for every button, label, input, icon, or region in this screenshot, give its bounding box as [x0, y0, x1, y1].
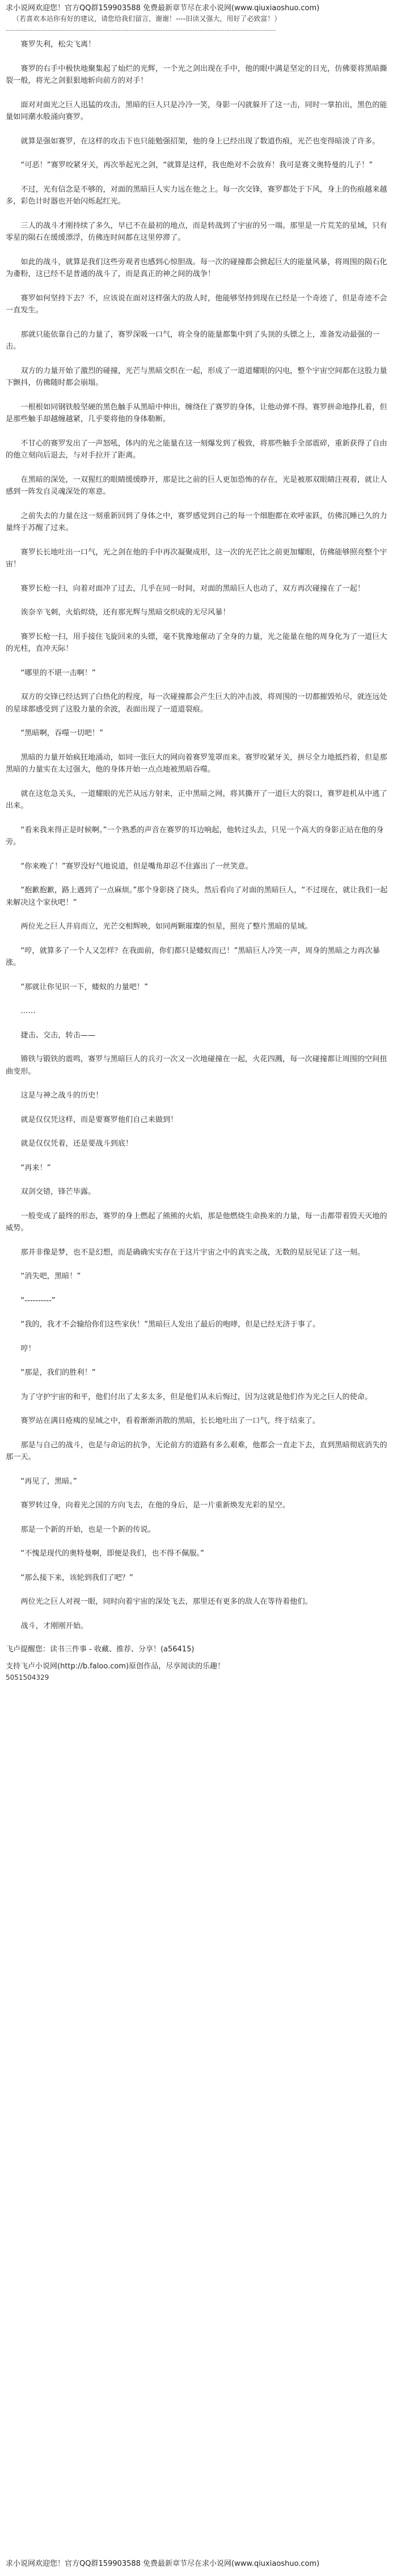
paragraph: “不愧是现代的奥特曼啊，即便是我们，也不得不佩服。” — [20, 1549, 204, 1558]
paragraph: 这是与神之战斗的历史！ — [20, 1091, 103, 1100]
paragraph: 三人的战斗才刚持续了多久，早已不在最初的地点，而是转战到了宇宙的另一端。那里是一片荒芜的星域，只有零星的陨石在缓缓漂浮，仿佛连时间都在这里停滞了。 — [6, 221, 387, 242]
reading-tip: 飞卢提醒您：读书三件事 - 收藏、推荐、分享！(a56415) — [6, 1645, 195, 1654]
paragraph: 两位光之巨人对视一眼，同时向着宇宙的深处飞去，那里还有更多的敌人在等待着他们。 — [20, 1598, 312, 1606]
paragraph: 赛罗失利，松尖飞离！ — [20, 40, 96, 49]
paragraph: 就是仅仅凭着，还是要战斗到底！ — [20, 1139, 133, 1148]
paragraph: 在黑暗的深处，一双猩红的眼睛缓缓睁开，那是比之前的巨人更加恐怖的存在，光是被那双眼睛注视着，就让人感到一阵发自灵魂深处的寒意。 — [6, 475, 387, 496]
paragraph: 一般变成了最终的形态，赛罗的身上燃起了熊熊的火焰，那是他燃烧生命换来的力量，每一击都带着毁天灭地的威势。 — [6, 1211, 387, 1232]
paragraph: 锵铁与锻铁的震鸣，赛罗与黑暗巨人的兵刃一次又一次地碰撞在一起，火花四溅，每一次碰撞都让周围的空间扭曲变形。 — [6, 1055, 387, 1076]
paragraph: 面对对面光之巨人迅猛的攻击，黑暗的巨人只是冷冷一笑，身影一闪就躲开了这一击，同时一掌拍出，黑色的能量如同潮水般涌向赛罗。 — [6, 100, 387, 121]
paragraph: “黑暗啊，吞噬一切吧！” — [20, 729, 103, 738]
paragraph: “抱歉抱歉，路上遇到了一点麻烦。”那个身影挠了挠头，然后看向了对面的黑暗巨人，“不过现在，就让我们一起来解决这个家伙吧！” — [6, 886, 388, 907]
paragraph: “可恶！”赛罗咬紧牙关，再次举起光之剑，“就算是这样，我也绝对不会放弃！我可是赛文奥特曼的儿子！” — [20, 161, 373, 170]
paragraph: 如此的战斗，就算是我们这些旁观者也感到心惊胆战。每一次的碰撞都会掀起巨大的能量风暴，将周围的陨石化为齑粉，这已经不是普通的战斗了，而是真正的神之间的战争！ — [6, 257, 387, 278]
paragraph: 那并非像是梦，也不是幻想，而是确确实实存在于这片宇宙之中的真实之战，无数的星辰见证了这一刻。 — [20, 1248, 365, 1257]
paragraph: “那就让你见识一下，蝼蚁的力量吧！” — [20, 982, 149, 992]
paragraph: “再来！” — [20, 1163, 51, 1172]
paragraph: “你来晚了！”赛罗没好气地说道，但是嘴角却忍不住露出了一丝笑意。 — [20, 862, 253, 871]
bottom-site-banner: 求小说网欢迎您！官方QQ群159903588 免费最新章节尽在求小说网(www.qiuxiaoshuo.com) — [6, 2560, 320, 2568]
paragraph: 一根根如同钢铁般坚硬的黑色触手从黑暗中伸出，缠绕住了赛罗的身体，让他动弹不得。赛罗拼命地挣扎着，但是那些触手却越缠越紧，几乎要将他的身体勒断。 — [6, 402, 387, 423]
paragraph: “哼，就算多了一个人又怎样？在我面前，你们都只是蝼蚁而已！”黑暗巨人冷笑一声，周身的黑暗之力再次暴涨。 — [6, 946, 380, 967]
paragraph: 不过，光有信念是不够的，对面的黑暗巨人实力远在他之上。每一次交锋，赛罗都处于下风，身上的伤痕越来越多，彩色计时器也开始闪烁起红光。 — [6, 185, 387, 206]
paragraph: “消失吧，黑暗！” — [20, 1272, 81, 1281]
paragraph: “再见了，黑暗。” — [20, 1477, 77, 1486]
paragraph: 两位光之巨人并肩而立，光芒交相辉映，如同两颗璀璨的恒星，照亮了整片黑暗的星域。 — [20, 922, 312, 931]
paragraph: 赛罗的右手中极快地聚集起了灿烂的光辉，一个光之剑出现在手中，他的眼中满是坚定的目光，仿佛要将黑暗撕裂一般，将光之剑狠狠地斩向前方的对手！ — [6, 64, 387, 85]
paragraph: 黑暗的力量开始疯狂地涌动，如同一张巨大的网向着赛罗笼罩而来。赛罗咬紧牙关，拼尽全力地抵挡着，但是那黑暗的力量实在太过强大，他的身体开始一点点地被黑暗吞噬。 — [6, 753, 387, 774]
paragraph: 双方的交锋已经达到了白热化的程度，每一次碰撞都会产生巨大的冲击波，将周围的一切都摧毁殆尽，就连远处的星球都感受到了这股力量的余波，表面出现了一道道裂痕。 — [6, 693, 387, 714]
paragraph: 赛罗长长地吐出一口气，光之剑在他的手中再次凝聚成形，这一次的光芒比之前更加耀眼，仿佛能够照亮整个宇宙！ — [6, 548, 387, 569]
paragraph: 赛罗站在满目疮痍的星域之中，看着渐渐消散的黑暗，长长地吐出了一口气，终于结束了。 — [20, 1417, 320, 1425]
divider: -------------------------------------------------------------------------------------------------------------- — [6, 26, 276, 34]
site-banner: 求小说网欢迎您！官方QQ群159903588 免费最新章节尽在求小说网(www.qiuxiaoshuo.com) — [6, 4, 320, 12]
paragraph: 就在这危急关头，一道耀眼的光芒从远方射来，正中黑暗之网，将其撕开了一道巨大的裂口，赛罗趁机从中逃了出来。 — [6, 789, 387, 810]
paragraph: 那是一个新的开始，也是一个新的传说。 — [20, 1525, 155, 1534]
footer-code: 5051504329 — [6, 1673, 49, 1681]
paragraph: …… — [20, 1007, 36, 1015]
paragraph: “----------” — [20, 1296, 56, 1305]
paragraph: 就算是强如赛罗，在这样的攻击下也只能勉强招架，他的身上已经出现了数道伤痕，光芒也变得暗淡了许多。 — [20, 137, 380, 146]
paragraph: 为了守护宇宙的和平，他们付出了太多太多，但是他们从未后悔过，因为这就是他们作为光之巨人的使命。 — [20, 1392, 373, 1401]
paragraph: 赛罗如何坚持下去？不，应该说在面对这样强大的敌人时，他能够坚持到现在已经是一个奇迹了，但是奇迹不会一直发生。 — [6, 294, 387, 315]
paragraph: 那就只能依靠自己的力量了，赛罗深吸一口气，将全身的能量都集中到了头顶的头镖之上，准备发动最强的一击。 — [6, 330, 380, 351]
site-subtitle: （若喜欢本站你有好的建议，请您给我们留言，谢谢！----旧读又强大，用好了必致富！） — [12, 15, 281, 23]
paragraph: 不甘心的赛罗发出了一声怒吼，体内的光之能量在这一刻爆发到了极致，将那些触手全部震碎，重新获得了自由的他立刻向后退去，与对手拉开了距离。 — [6, 439, 387, 460]
paragraph: 那是与自己的战斗，也是与命运的抗争，无论前方的道路有多么艰难，他都会一直走下去，直到黑暗彻底消失的那一天。 — [6, 1440, 387, 1461]
paragraph: 赛罗长枪一扫，用手接住飞旋回来的头镖，毫不犹豫地催动了全身的力量，光之能量在他的周身化为了一道巨大的光柱，直冲天际！ — [6, 632, 387, 653]
paragraph: 哼！ — [20, 1344, 36, 1353]
paragraph: 诶奈辛飞刺，火焰烬烧，还有那光辉与黑暗交织成的无尽风暴！ — [20, 608, 230, 617]
paragraph: “我的，我才不会输给你们这些家伙！”黑暗巨人发出了最后的咆哮，但是已经无济于事了。 — [20, 1320, 320, 1329]
paragraph: 捷击、交击，转击—— — [20, 1031, 96, 1040]
paragraph: 之前失去的力量在这一刻重新回到了身体之中，赛罗感觉到自己的每一个细胞都在欢呼雀跃，仿佛沉睡已久的力量终于苏醒了过来。 — [6, 511, 387, 532]
paragraph: 赛罗转过身，向着光之国的方向飞去，在他的身后，是一片重新焕发光彩的星空。 — [20, 1501, 290, 1510]
paragraph: “那么接下来，该轮到我们了吧？” — [20, 1573, 133, 1582]
paragraph: “看来我来得正是时候啊。”一个熟悉的声音在赛罗的耳边响起，他转过头去，只见一个高大的身影正站在他的身旁。 — [6, 825, 384, 846]
paragraph: 就是仅仅凭这样，而是要赛罗他们自己来做到！ — [20, 1115, 178, 1124]
support-link[interactable]: 支持飞卢小说网(http://b.faloo.com)原创作品，尽享阅读的乐趣！ — [6, 1662, 225, 1671]
paragraph: 战斗，才刚刚开始。 — [20, 1621, 88, 1630]
chapter-body — [6, 39, 391, 1632]
paragraph: 赛罗长枪一扫，向着对面冲了过去，几乎在同一时间，对面的黑暗巨人也动了，双方再次碰撞在了一起！ — [20, 584, 365, 593]
paragraph: “哪里的不堪一击啊！” — [20, 668, 96, 677]
paragraph: “那是，我们的胜利！” — [20, 1368, 96, 1377]
paragraph: 双剑交错，锋芒毕露。 — [20, 1188, 96, 1196]
paragraph: 双方的力量开始了激烈的碰撞，光芒与黑暗交织在一起，形成了一道道耀眼的闪电，整个宇宙空间都在这股力量下颤抖，仿佛随时都会崩塌。 — [6, 366, 387, 387]
